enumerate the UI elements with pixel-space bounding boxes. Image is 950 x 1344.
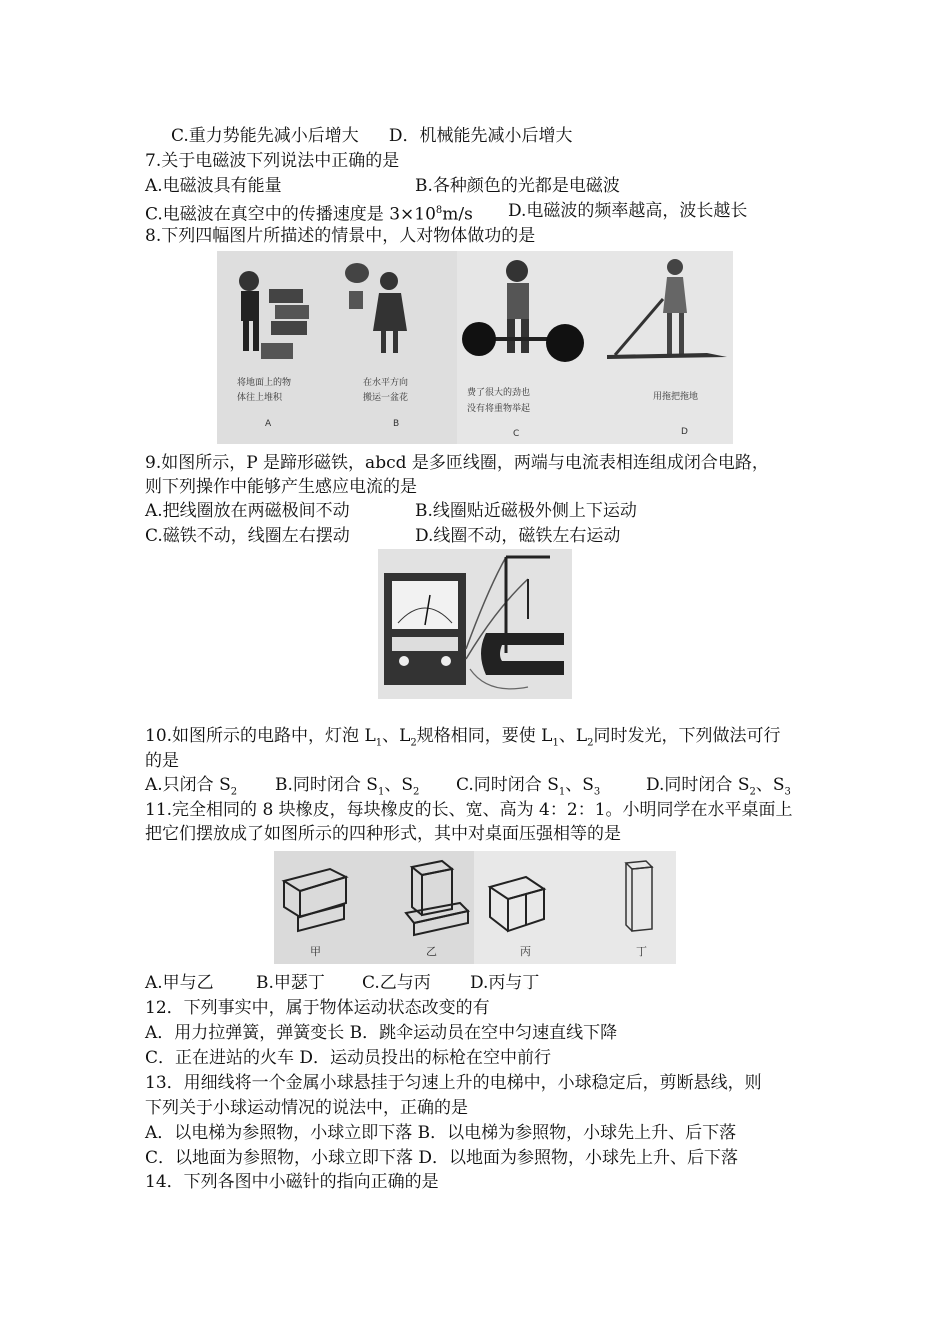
q11-label-jia: 甲 — [310, 945, 321, 958]
q7-stem: 7.关于电磁波下列说法中正确的是 — [145, 151, 400, 171]
q11-figure-drawing — [274, 851, 676, 964]
q11-option-d: D.丙与丁 — [470, 973, 540, 993]
q8-letter-a: A — [265, 419, 272, 429]
q8-figure-cd — [457, 251, 733, 444]
q9-stem-line2: 则下列操作中能够产生感应电流的是 — [145, 477, 417, 497]
q8-letter-b: B — [393, 419, 400, 429]
q10-option-b: B.同时闭合 $S_1$、$S_2$ — [275, 775, 420, 798]
q9-option-a: A.把线圈放在两磁极间不动 — [145, 501, 350, 521]
q11-label-ding: 丁 — [636, 945, 647, 958]
q7-option-b: B.各种颜色的光都是电磁波 — [415, 176, 620, 196]
q13-options-ab: A．以电梯为参照物，小球立即下落 B．以电梯为参照物，小球先上升、后下落 — [145, 1123, 737, 1143]
q11-label-yi: 乙 — [426, 945, 437, 958]
q7-option-d: D.电磁波的频率越高，波长越长 — [508, 201, 748, 221]
q8-caption-d-line1: 用拖把拖地 — [653, 392, 699, 402]
q8-caption-a-line1: 将地面上的物 — [237, 378, 292, 388]
q10-stem-line2: 的是 — [145, 751, 179, 771]
q8-letter-c: C — [513, 429, 520, 439]
q6-option-d: D．机械能先减小后增大 — [388, 126, 573, 146]
q7-option-a: A.电磁波具有能量 — [145, 176, 282, 196]
q11-stem-line1: 11.完全相同的 8 块橡皮，每块橡皮的长、宽、高为 4：2：1。小明同学在水平桌面上 — [145, 800, 793, 820]
q9-stem-line1: 9.如图所示，P 是蹄形磁铁，abcd 是多匝线圈，两端与电流表相连组成闭合电路， — [145, 453, 769, 473]
q8-caption-b-line1: 在水平方向 — [363, 378, 409, 388]
q13-options-cd: C．以地面为参照物，小球立即下落 D．以地面为参照物，小球先上升、后下落 — [145, 1148, 739, 1168]
q8-caption-c-line2: 没有将重物举起 — [467, 404, 531, 414]
q11-figure — [274, 851, 676, 964]
q10-option-d: D.同时闭合 $S_2$、$S_3$ — [646, 775, 791, 798]
q6-option-c: C.重力势能先减小后增大 — [171, 126, 359, 146]
q12-options-cd: C．正在进站的火车 D．运动员投出的标枪在空中前行 — [145, 1048, 552, 1068]
q9-figure — [378, 549, 572, 699]
q13-stem-line1: 13．用细线将一个金属小球悬挂于匀速上升的电梯中，小球稳定后，剪断悬线，则 — [145, 1073, 762, 1093]
q9-figure-drawing — [378, 549, 572, 699]
q12-options-ab: A．用力拉弹簧，弹簧变长 B．跳伞运动员在空中匀速直线下降 — [145, 1023, 618, 1043]
q9-option-d: D.线圈不动，磁铁左右运动 — [415, 526, 621, 546]
q11-stem-line2: 把它们摆放成了如图所示的四种形式，其中对桌面压强相等的是 — [145, 824, 621, 844]
q8-caption-b-line2: 搬运一盆花 — [363, 393, 409, 403]
q13-stem-line2: 下列关于小球运动情况的说法中，正确的是 — [145, 1098, 468, 1118]
q8-caption-c-line1: 费了很大的劲也 — [467, 388, 531, 398]
q8-caption-a-line2: 体往上堆积 — [237, 393, 283, 403]
q14-stem: 14．下列各图中小磁针的指向正确的是 — [145, 1172, 439, 1192]
q11-label-bing: 丙 — [520, 945, 531, 958]
q6-options — [171, 124, 572, 148]
q10-stem-line1: 10.如图所示的电路中，灯泡 $L_1$、$L_2$规格相同，要使 $L_1$、$L_2$同时发光，下列做法可行 — [145, 726, 781, 749]
q11-option-a: A.甲与乙 — [145, 973, 214, 993]
q8-letter-d: D — [681, 427, 688, 437]
q12-stem: 12．下列事实中，属于物体运动状态改变的有 — [145, 998, 490, 1018]
q8-figure-ab-drawing — [217, 251, 457, 444]
q9-option-c: C.磁铁不动，线圈左右摆动 — [145, 526, 350, 546]
q8-figure-ab — [217, 251, 457, 444]
q8-stem: 8.下列四幅图片所描述的情景中，人对物体做功的是 — [145, 226, 536, 246]
q11-option-b: B.甲瑟丁 — [256, 973, 325, 993]
q10-option-a: A.只闭合 $S_2$ — [145, 775, 238, 798]
q11-option-c: C.乙与丙 — [362, 973, 431, 993]
q10-option-c: C.同时闭合 $S_1$、$S_3$ — [456, 775, 601, 798]
q7-option-c: C.电磁波在真空中的传播速度是 $3\times 10^8m/s$ — [145, 204, 473, 225]
q9-option-b: B.线圈贴近磁极外侧上下运动 — [415, 501, 637, 521]
